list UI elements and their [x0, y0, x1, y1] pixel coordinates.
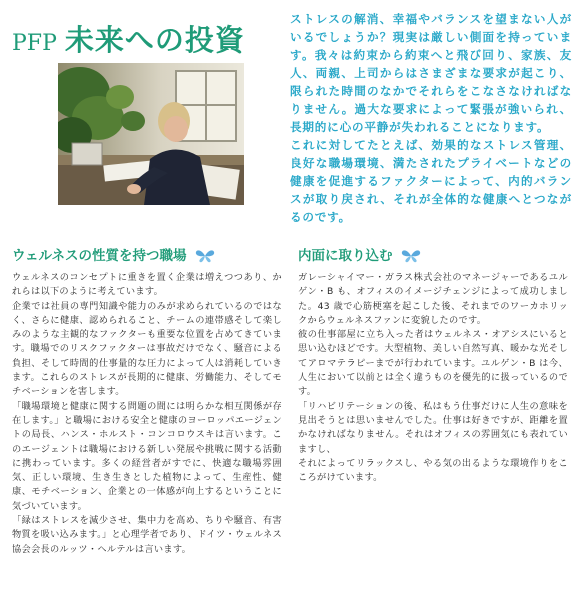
section-body — [12, 271, 282, 557]
office-photo-image — [58, 63, 244, 205]
intro-paragraph: これに対してたとえば、効果的なストレス管理、良好な職場環境、満たされたプライベートなどの健康を促進するファクターによって、内的バランスが取り戻され、それが全体的な健康へとつながるのです。 — [290, 138, 572, 224]
section-heading-text: 内面に取り込む — [298, 248, 393, 264]
body-paragraph: ガレーシャイマー・ガラス株式会社のマネージャーであるユルゲン・B も、オフィスのイメージチェンジによって成功しました。43 歳で心筋梗塞を起こした後、それまでのワーカホリックからウェルネスファンに変貌したのです。 — [298, 272, 568, 326]
body-paragraph: 「職場環境と健康に関する問題の間には明らかな相互関係が存在します。」と職場における安全と健康のヨーロッパエージェントの局長、ハンス・ホルスト・コンコロウスキは言います。このエージェントは職場における新しい発展や挑戦に関する活動に携わっています。多くの経営者がすでに、快適な職場雰囲気、正しい環境、生き生きとした植物によって、生産性、健康、モチベーション、企業との一体感が向上するということに気づいています。 — [12, 400, 282, 512]
section-wellness-workplace — [12, 245, 282, 557]
butterfly-icon — [195, 249, 215, 263]
section-heading — [298, 245, 568, 267]
butterfly-icon — [401, 249, 421, 263]
section-heading — [12, 245, 282, 267]
section-body — [298, 271, 568, 485]
intro-text — [290, 10, 572, 226]
intro-paragraph: ストレスの解消、幸福やバランスを望まない人がいるでしょうか？現実は厳しい側面を持っています。我々は約束から約束へと飛び回り、家族、友人、両親、上司からはさまざまな要求が起こり、限られた時間のなかでそれらをこなさなければなりません。過大な要求によって緊張が強いられ、長期的に心の平静が失われることになります。 — [290, 12, 572, 134]
page-title — [12, 18, 282, 59]
title-prefix: PFP — [12, 31, 57, 56]
body-paragraph: 彼の仕事部屋に立ち入った者はウェルネス・オアシスにいると思い込むほどです。大型植物、美しい自然写真、暖かな光そしてアロマテラピーまでが行われています。ユルゲン・B は今、人生において以前とは全く違うものを優先的に扱っているのです。 — [298, 329, 568, 398]
section-heading-text: ウェルネスの性質を持つ職場 — [12, 248, 187, 264]
body-paragraph: 「リハビリテーションの後、私はもう仕事だけに人生の意味を見出そうとは思いませんでした。仕事は好きですが、距離を置かなければなりません。それはオフィスの雰囲気にも表れていますし、 — [298, 400, 568, 455]
title-main: 未来への投資 — [64, 23, 245, 57]
body-paragraph: それによってリラックスし、やる気の出るような環境作りをこころがけています。 — [298, 457, 568, 484]
body-paragraph: 「緑はストレスを減少させ、集中力を高め、ちりや騒音、有害物質を吸い込みます。」と心理学者であり、ドイツ・ウェルネス協会会長のルッツ・ヘルテルは言います。 — [12, 515, 282, 555]
body-paragraph: ウェルネスのコンセプトに重きを置く企業は増えつつあり、かれらは以下のように考えています。 — [12, 272, 282, 298]
section-take-inside — [298, 245, 568, 485]
office-photo — [58, 63, 244, 205]
body-paragraph: 企業では社員の専門知識や能力のみが求められているのではなく、さらに健康、認められること、チームの連帯感そして楽しみのような主観的なファクターも重要な位置を占めてきています。職場でのリスクファクターは事故だけでなく、騒音による負担、そして時間的仕事量的な圧力によって人は消耗していきます。これらのストレスが長期的に健康、労働能力、そしてモチベーションを害します。 — [12, 300, 282, 398]
